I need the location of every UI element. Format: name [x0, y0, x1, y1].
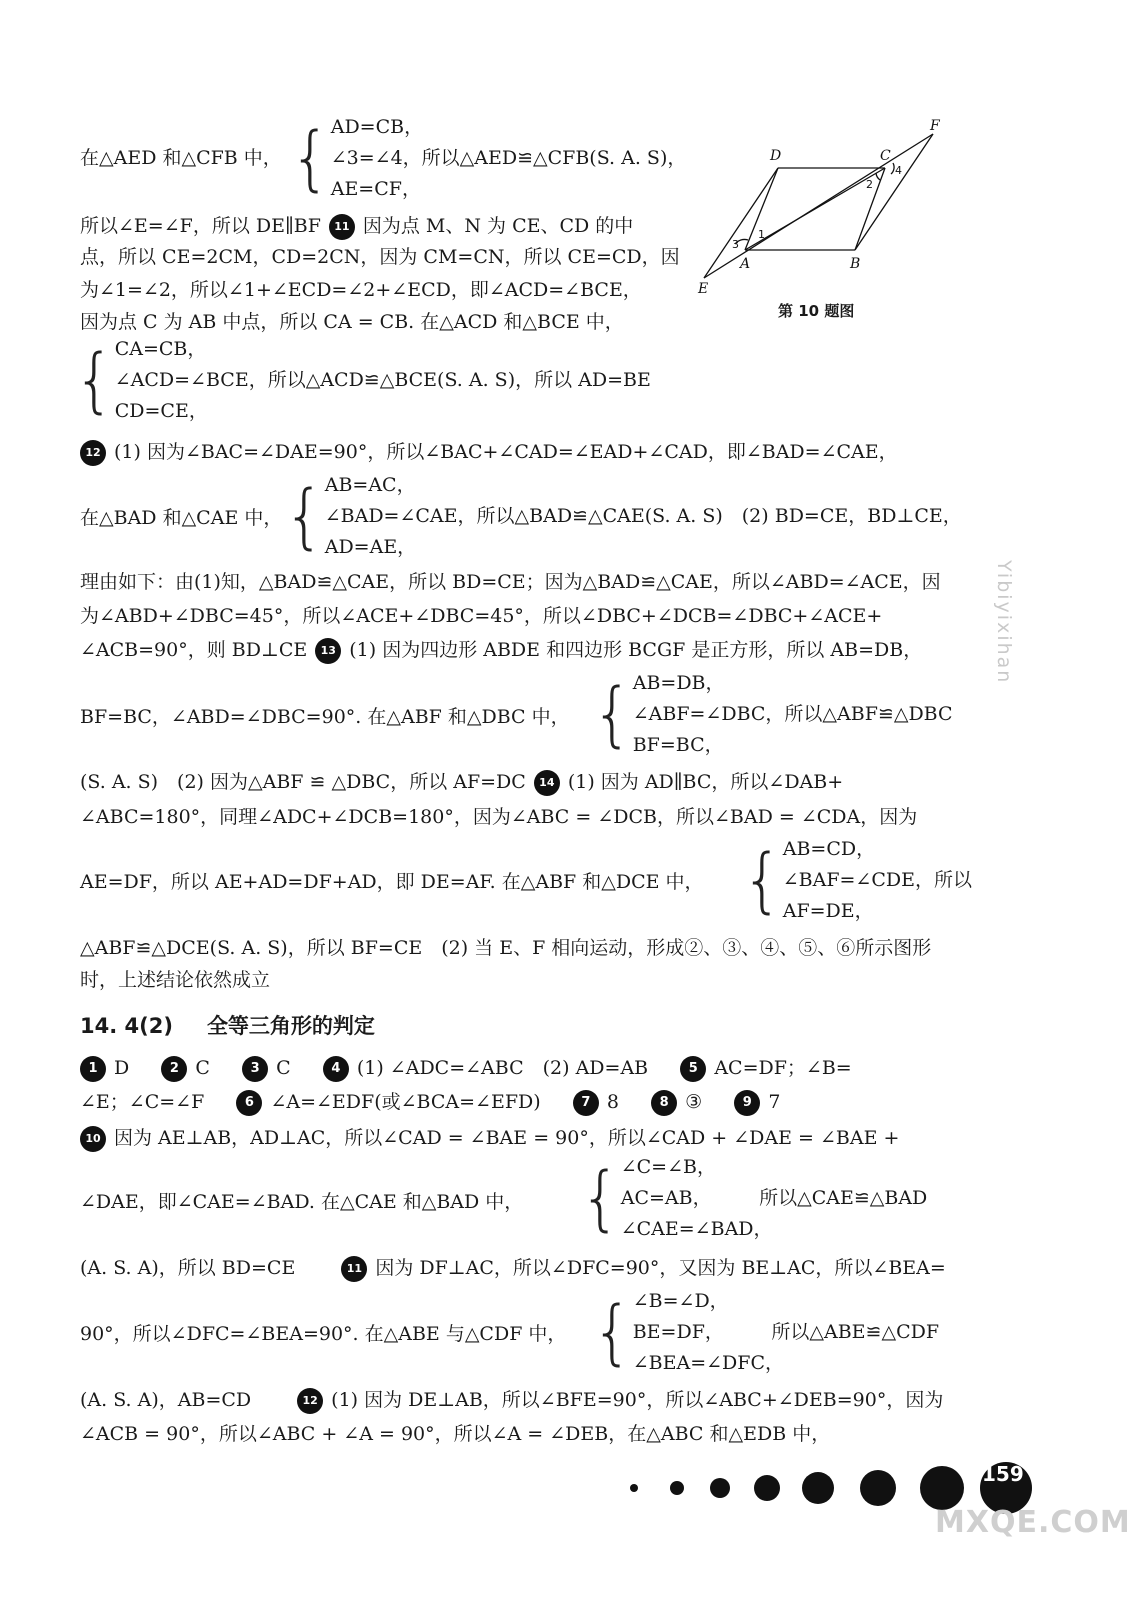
text-line-9: 理由如下：由(1)知，△BAD≌△CAE，所以 BD=CE；因为△BAD≌△CAE，所以∠ABD=∠ACE，因	[80, 571, 941, 593]
dot	[710, 1478, 730, 1498]
section-heading	[80, 1010, 409, 1040]
text-line-11: ∠ACB=90°，则 BD⊥CE 13 (1) 因为四边形 ABDE 和四边形 BCGF 是正方形，所以 AB=DB，	[80, 638, 922, 664]
answer-number-1: 1	[80, 1056, 106, 1082]
brace-line: ∠BAF=∠CDE，所以	[782, 869, 972, 891]
brace-group-2: { CA=CB， ∠ACD=∠BCE，所以△ACD≌△BCE(S. A. S)，所以 AD=BE CD=CE，	[74, 334, 651, 427]
brace-line: AD=CB，	[330, 116, 424, 138]
label-4: 4	[895, 164, 902, 177]
text-line-14: ∠ABC=180°，同理∠ADC+∠DCB=180°，因为∠ABC = ∠DCB，所以∠BAD = ∠CDA，因为	[80, 806, 918, 828]
text-line-12-prefix: BF=BC，∠ABD=∠DBC=90°. 在△ABF 和△DBC 中，	[80, 706, 570, 728]
brace-group-3: { AB=AC， ∠BAD=∠CAE，所以△BAD≌△CAE(S. A. S) (2) BD=CE，BD⊥CE， AD=AE，	[284, 470, 962, 563]
answer-number-5: 5	[680, 1056, 706, 1082]
dot	[920, 1466, 964, 1510]
label-B: B	[850, 256, 861, 272]
geometry-figure	[690, 118, 960, 298]
line-EF	[704, 134, 933, 278]
brace-line: ∠B=∠D，	[632, 1290, 729, 1312]
label-C: C	[880, 148, 891, 164]
label-E: E	[698, 281, 709, 297]
answers-line-11c: (A. S. A)，AB=CD 12 (1) 因为 DE⊥AB，所以∠BFE=90°，所以∠ABC+∠DEB=90°，因为	[80, 1388, 943, 1414]
dot	[630, 1484, 638, 1492]
brace-line: BF=BC，	[632, 734, 724, 756]
brace-line: AB=CD，	[782, 838, 876, 860]
brace-line: ∠ABF=∠DBC，所以△ABF≌△DBC	[632, 703, 953, 725]
dot	[670, 1481, 684, 1495]
answers-line-2: ∠E；∠C=∠F 6 ∠A=∠EDF(或∠BCA=∠EFD) 7 8 8 ③ 9 7	[80, 1090, 780, 1116]
answer-number-11: 11	[341, 1256, 367, 1282]
text-line-15-prefix: AE=DF，所以 AE+AD=DF+AD，即 DE=AF. 在△ABF 和△DCE 中，	[80, 871, 704, 893]
answers-line-10: 10 因为 AE⊥AB，AD⊥AC，所以∠CAD = ∠BAE = 90°，所以∠CAD + ∠DAE = ∠BAE +	[80, 1126, 899, 1152]
answer-number-3: 3	[242, 1056, 268, 1082]
brace-line: AE=CF，	[330, 178, 421, 200]
brace-line: ∠CAE=∠BAD，	[620, 1218, 773, 1240]
watermark-logo: MXQE.COM	[935, 1505, 1131, 1540]
text-line-16: △ABF≌△DCE(S. A. S)，所以 BF=CE (2) 当 E、F 相向运动，形成②、③、④、⑤、⑥所示图形	[80, 937, 932, 959]
text-line-8-prefix: 在△BAD 和△CAE 中，	[80, 507, 283, 529]
answers-line-1: 1 D 2 C 3 C 4 (1) ∠ADC=∠ABC (2) AD=AB 5 AC=DF；∠B=	[80, 1056, 852, 1082]
answer-number-8: 8	[651, 1090, 677, 1116]
angle-arc-2	[876, 173, 880, 180]
answers-line-12b: ∠ACB = 90°，所以∠ABC + ∠A = 90°，所以∠A = ∠DEB，在△ABC 和△EDB 中，	[80, 1423, 831, 1445]
label-3: 3	[732, 238, 739, 251]
text-line-2: 所以∠E=∠F，所以 DE∥BF 11 因为点 M、N 为 CE、CD 的中	[80, 214, 633, 240]
text-line-4: 为∠1=∠2，所以∠1+∠ECD=∠2+∠ECD，即∠ACD=∠BCE，	[80, 279, 642, 301]
label-2: 2	[866, 178, 873, 191]
answers-line-10c: (A. S. A)，所以 BD=CE 11 因为 DF⊥AC，所以∠DFC=90°，又因为 BE⊥AC，所以∠BEA=	[80, 1256, 946, 1282]
text-line-13: (S. A. S) (2) 因为△ABF ≌ △DBC，所以 AF=DC 14 (1) 因为 AD∥BC，所以∠DAB+	[80, 770, 843, 796]
brace-group-4: { AB=DB， ∠ABF=∠DBC，所以△ABF≌△DBC BF=BC，	[592, 668, 953, 761]
brace-group-1: { AD=CB， ∠3=∠4，所以△AED≌△CFB(S. A. S)， AE=CF，	[290, 112, 686, 205]
brace-line: AB=AC，	[324, 474, 416, 496]
text-line-5: 因为点 C 为 AB 中点，所以 CA = CB. 在△ACD 和△BCE 中，	[80, 311, 624, 333]
answer-number-7: 7	[573, 1090, 599, 1116]
answer-number-4: 4	[323, 1056, 349, 1082]
text-line-7: 12 (1) 因为∠BAC=∠DAE=90°，所以∠BAC+∠CAD=∠EAD+∠CAD，即∠BAD=∠CAE，	[80, 440, 898, 466]
answer-number-10: 10	[80, 1126, 106, 1152]
brace-line: ∠BAD=∠CAE，所以△BAD≌△CAE(S. A. S) (2) BD=CE，BD⊥CE，	[324, 505, 962, 527]
page-number: 159	[982, 1462, 1024, 1486]
dot	[802, 1472, 834, 1504]
text-line-10: 为∠ABD+∠DBC=45°，所以∠ACE+∠DBC=45°，所以∠DBC+∠DCB=∠DBC+∠ACE+	[80, 605, 883, 627]
text-line-3: 点，所以 CE=2CM，CD=2CN，因为 CM=CN，所以 CE=CD，因	[80, 246, 680, 268]
question-number-12: 12	[80, 440, 106, 466]
answer-number-6: 6	[236, 1090, 262, 1116]
label-D: D	[770, 148, 782, 164]
side-watermark-text: Yibiyixihan	[993, 560, 1015, 685]
brace-line: AF=DE，	[782, 900, 874, 922]
brace-line: ∠ACD=∠BCE，所以△ACD≌△BCE(S. A. S)，所以 AD=BE	[114, 369, 651, 391]
brace-line: CD=CE，	[114, 400, 208, 422]
question-number-14: 14	[534, 770, 560, 796]
answer-number-9: 9	[734, 1090, 760, 1116]
question-number-13: 13	[315, 638, 341, 664]
brace-line: ∠C=∠B，	[620, 1156, 716, 1178]
label-F: F	[930, 118, 940, 134]
angle-arc-4	[891, 163, 894, 174]
brace-line: CA=CB，	[114, 338, 207, 360]
dot	[860, 1470, 896, 1506]
text-line-17: 时，上述结论依然成立	[80, 969, 271, 991]
section-number: 14. 4(2)	[80, 1014, 173, 1038]
line-BF	[855, 134, 933, 250]
brace-line: AB=DB，	[632, 672, 725, 694]
answers-line-10b-prefix: ∠DAE，即∠CAE=∠BAD. 在△CAE 和△BAD 中，	[80, 1191, 524, 1213]
question-number-11: 11	[329, 214, 355, 240]
figure-caption: 第 10 题图	[778, 302, 855, 320]
label-A: A	[740, 256, 751, 272]
brace-group-5: { AB=CD， ∠BAF=∠CDE，所以 AF=DE，	[742, 834, 972, 927]
answers-line-11b-prefix: 90°，所以∠DFC=∠BEA=90°. 在△ABE 与△CDF 中，	[80, 1323, 567, 1345]
brace-line: AC=AB， 所以△CAE≌△BAD	[620, 1187, 928, 1209]
answer-number-2: 2	[161, 1056, 187, 1082]
brace-line: BE=DF， 所以△ABE≌△CDF	[632, 1321, 940, 1343]
brace-line: ∠3=∠4，所以△AED≌△CFB(S. A. S)，	[330, 147, 687, 169]
brace-group-7: { ∠B=∠D， BE=DF， 所以△ABE≌△CDF ∠BEA=∠DFC，	[592, 1286, 939, 1379]
text-line-1-prefix: 在△AED 和△CFB 中，	[80, 147, 282, 169]
dot	[754, 1475, 780, 1501]
brace-line: ∠BEA=∠DFC，	[632, 1352, 784, 1374]
brace-group-6: { ∠C=∠B， AC=AB， 所以△CAE≌△BAD ∠CAE=∠BAD，	[580, 1152, 927, 1245]
answer-number-12: 12	[297, 1388, 323, 1414]
label-1: 1	[758, 228, 765, 241]
brace-line: AD=AE，	[324, 536, 417, 558]
section-title: 全等三角形的判定	[206, 1014, 375, 1038]
